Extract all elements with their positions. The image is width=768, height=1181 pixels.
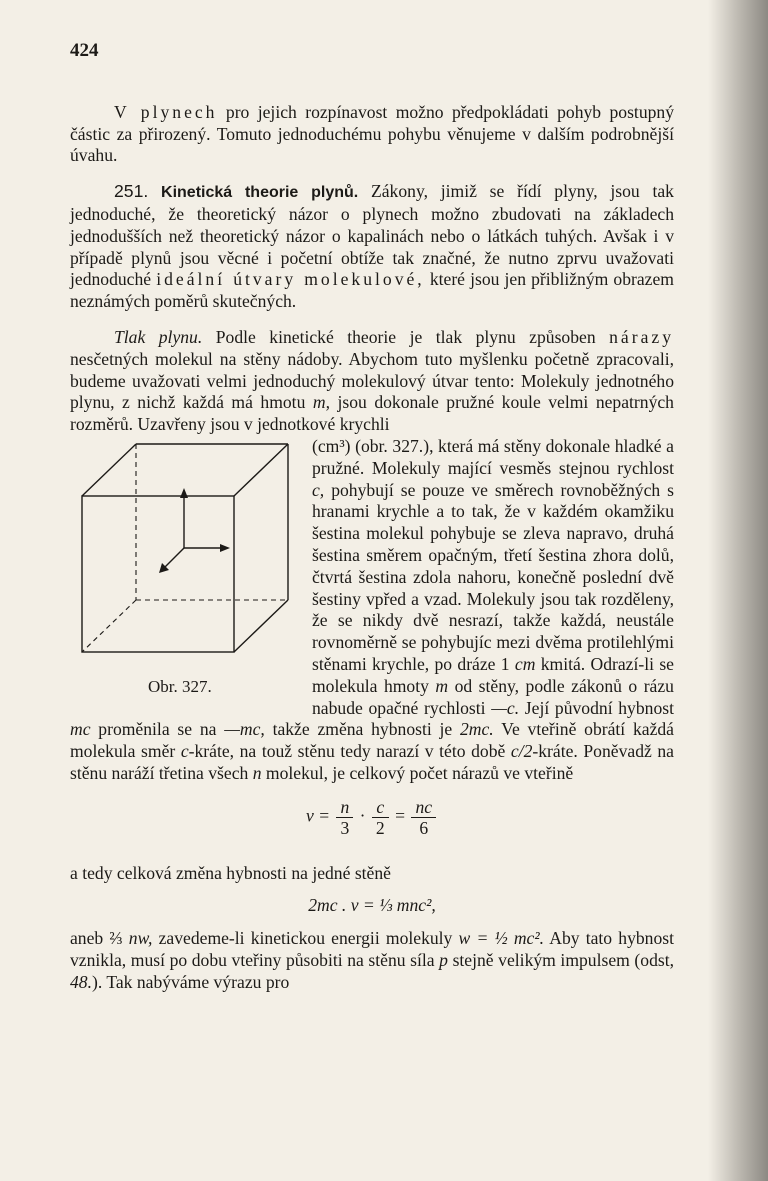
formula-momentum bbox=[70, 895, 674, 917]
formula-lhs: ν = bbox=[305, 805, 331, 826]
momentum-line: a tedy celková změna hybnosti na jedné stěně bbox=[70, 862, 391, 883]
var-m: m, bbox=[312, 392, 330, 413]
pressure-text-4: (obr. 327.), která má stěny dokonale hladké a pružné. Molekuly mající vesměs stejnou rychlost bbox=[312, 435, 674, 478]
arrow-right-icon bbox=[220, 544, 230, 552]
final-frac: ⅔ bbox=[109, 928, 123, 949]
section-text-1: Zákony, jimiž se řídí plyny, jsou tak jednoduché, že theoretický názor o plynech možno zbudovati na základech jednodušších než theoretický názor o kapalinách nebo o látkách tuhých. Avšak i v případě plynů jsou věcné i početní obtíže tak značné, že nutno zprvu uvažovati jednoduché bbox=[70, 181, 674, 290]
figure-caption: Obr. 327. bbox=[148, 676, 212, 696]
frac-den-6: 6 bbox=[411, 817, 436, 838]
fraction-c-2 bbox=[372, 797, 389, 838]
section-title: Kinetická theorie plynů. bbox=[161, 184, 359, 202]
pressure-text-9: proměnila se na bbox=[98, 719, 217, 740]
pressure-text-2: nesčetných molekul na stěny nádoby. Abychom tuto myšlenku početně zpracovali, budeme uvažovati velmi jednoduchý molekulový útvar tento: Molekuly jednotného plynu, z nichž každá má hmotu bbox=[70, 348, 674, 413]
section-paragraph bbox=[70, 181, 674, 313]
pressure-text-14: molekul, je celkový počet nárazů ve vteřině bbox=[265, 762, 574, 783]
var-c-half: c/2 bbox=[510, 741, 533, 762]
fraction-n-3 bbox=[336, 797, 353, 838]
cube-front-face bbox=[82, 496, 234, 652]
formula-dot: · bbox=[359, 805, 366, 826]
page-edge-shadow bbox=[708, 0, 768, 1181]
final-d: stejně velikým impulsem (odst, bbox=[452, 950, 674, 971]
cube-hidden-edge bbox=[82, 600, 136, 652]
arrow-up-icon bbox=[180, 488, 188, 498]
frac-num-c: c bbox=[376, 796, 385, 817]
cube-edge bbox=[234, 600, 288, 652]
intro-text: pro jejich rozpínavost možno předpokládati pohyb postupný částic za přirozený. Tomuto jednoduchému pohybu věnujeme v dalším podrobnější úvahu. bbox=[70, 101, 675, 166]
pressure-text-6: kmitá. Odrazí-li se molekula hmoty bbox=[312, 653, 674, 696]
var-m-2: m bbox=[435, 675, 449, 696]
pressure-text-5: pohybují se pouze ve směrech rovnoběžných s hranami krychle a to tak, že v každém okamžiku šestina molekul pohybuje se zleva napravo, druhá šestina směrem opačným, třetí šestina zhora dolů, čtvrtá šestina zdola nahoru, konečně poslední dvě šestiny vpřed a vzad. Molekuly jsou tak rozděleny, že se nikdy dvě nesrazí, takže každá, neustále rovnoměrně se pohybujíc mezi dvěma protilehlými stěnami krychle, po dráze 1 bbox=[312, 479, 674, 674]
frac-den-2: 2 bbox=[372, 817, 389, 838]
pressure-text-8: Její původní hybnost bbox=[524, 697, 674, 718]
var-neg-c: —c. bbox=[491, 697, 520, 718]
pressure-text-12: -kráte, na touž stěnu tedy narazí v této době bbox=[188, 741, 506, 762]
ref-48: 48. bbox=[70, 971, 92, 992]
pressure-text-13: -kráte. Poněvadž na stěnu naráží třetina všech bbox=[70, 741, 674, 783]
fraction-nc-6 bbox=[411, 797, 436, 838]
var-nw: nw, bbox=[128, 928, 153, 949]
cube-edge bbox=[82, 444, 136, 496]
var-c-krat: c bbox=[180, 741, 189, 762]
pressure-text-1: Podle kinetické theorie je tlak plynu způsoben bbox=[215, 326, 596, 347]
section-text-end: které jsou jen přibližným obrazem neznámých poměrů skutečných. bbox=[70, 269, 674, 312]
var-2mc: 2mc. bbox=[460, 719, 494, 740]
book-page bbox=[70, 40, 674, 994]
var-c: c, bbox=[312, 479, 325, 500]
final-a: aneb bbox=[70, 928, 104, 949]
cube-diagram bbox=[76, 440, 298, 672]
final-paragraph bbox=[70, 928, 674, 993]
page-number: 424 bbox=[70, 40, 99, 61]
var-cm3: (cm³) bbox=[312, 435, 351, 456]
pressure-text-11: Ve vteřině obrátí každá molekula směr bbox=[70, 719, 674, 762]
final-b: zavedeme-li kinetickou energii molekuly bbox=[158, 928, 453, 949]
intro-paragraph bbox=[70, 102, 674, 167]
frac-num-nc: nc bbox=[415, 796, 433, 817]
final-e: ). Tak nabýváme výrazu pro bbox=[92, 971, 290, 992]
final-c: Aby tato hybnost vznikla, musí po dobu vteřiny působiti na stěnu síla bbox=[70, 928, 674, 971]
var-w: w = ½ mc². bbox=[458, 928, 545, 949]
var-p: p bbox=[439, 950, 448, 971]
pressure-heading: Tlak plynu. bbox=[114, 326, 203, 347]
pressure-spaced: nárazy bbox=[609, 326, 674, 347]
formula-nu bbox=[70, 797, 674, 847]
var-neg-mc: —mc, bbox=[224, 719, 265, 740]
pressure-text-10: takže změna hybnosti je bbox=[272, 719, 453, 740]
section-spaced: ideální útvary molekulové, bbox=[156, 269, 425, 290]
var-mc: mc bbox=[70, 719, 91, 740]
unit-cm: cm bbox=[514, 653, 536, 674]
formula-momentum-text: 2mc . ν = ⅓ mnc², bbox=[308, 894, 436, 915]
intro-spaced: V plynech bbox=[114, 101, 218, 122]
section-number: 251. bbox=[114, 181, 149, 202]
var-n: n bbox=[252, 762, 262, 783]
figure-block bbox=[70, 436, 674, 785]
cube-edge bbox=[234, 444, 288, 496]
frac-num-n: n bbox=[340, 796, 350, 817]
frac-den-3: 3 bbox=[336, 817, 353, 838]
pressure-text-7: od stěny, podle zákonů o rázu nabude opačné rychlosti bbox=[312, 675, 674, 718]
formula-equals: = bbox=[395, 805, 406, 826]
pressure-paragraph bbox=[70, 327, 674, 436]
cube-figure bbox=[76, 440, 298, 702]
pressure-text-3: jsou dokonale pružné koule velmi nepatrných rozměrů. Uzavřeny jsou v jednotkové krychli bbox=[70, 392, 674, 435]
